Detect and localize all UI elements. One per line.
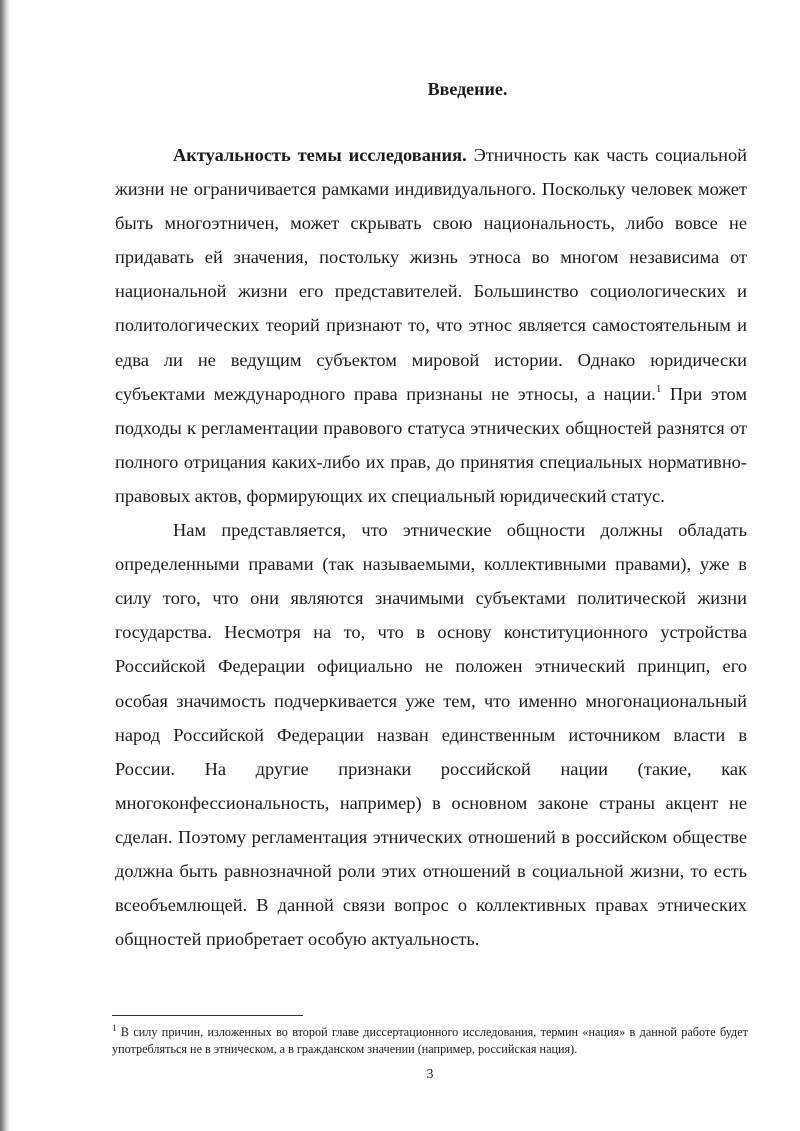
paragraph-lead-heading: Актуальность темы исследования. — [173, 145, 467, 165]
page-number: 3 — [426, 1067, 434, 1082]
footnote — [112, 1024, 748, 1058]
page-title: Введение. — [427, 79, 508, 99]
footnote-text: В силу причин, изложенных во второй главе диссертационного исследования, термин «нация» в данной работе будет употребляться не в этническом, а в гражданском значении (например, российская нация). — [112, 1025, 748, 1056]
paragraph-relevance — [115, 138, 747, 513]
paragraph-text-continued: При этом подходы к регламентации правового статуса этнических общностей разнятся от полного отрицания каких-либо их прав, до принятия специальных нормативно-правовых актов, формирующих их специальный юридический статус. — [115, 383, 747, 506]
paragraph-text: Этничность как часть социальной жизни не ограничивается рамками индивидуального. Поскольку человек может быть многоэтничен, может скрывать свою национальность, либо вовсе не придавать ей значения, постольку жизнь этноса во многом независима от национальной жизни его представителей. Большинство социологических и политологических теорий признают то, что этнос является самостоятельным и едва ли не ведущим субъектом мировой истории. Однако юридически субъектами международного права признаны не этносы, а нации. — [115, 145, 747, 404]
footnote-reference: 1 — [655, 382, 662, 395]
body-text — [115, 138, 747, 956]
paragraph-collective-rights: Нам представляется, что этнические общности должны обладать определенными правами (так называемыми, коллективными правами), уже в силу того, что они являются значимыми субъектами политической жизни государства. Несмотря на то, что в основу конституционного устройства Российской Федерации официально не положен этнический принцип, его особая значимость подчеркивается уже тем, что именно многонациональный народ Российской Федерации назван единственным источником власти в России. На другие признаки российской нации (такие, как многоконфессиональность, например) в основном законе страны акцент не сделан. Поэтому регламентация этнических отношений в российском обществе должна быть равнозначной роли этих отношений в социальной жизни, то есть всеобъемлющей. В данной связи вопрос о коллективных правах этнических общностей приобретает особую актуальность. — [115, 520, 747, 950]
footnote-marker: 1 — [112, 1023, 117, 1033]
footnote-divider — [112, 1015, 303, 1016]
